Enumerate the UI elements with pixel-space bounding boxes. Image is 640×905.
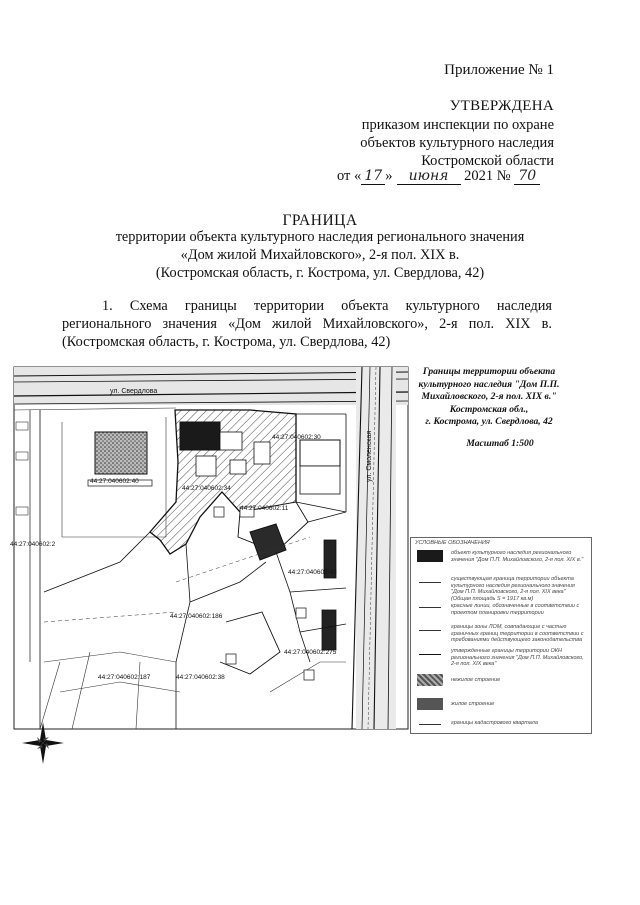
date-month: июня — [397, 168, 461, 185]
legend-box — [410, 537, 592, 734]
parcel-label: 44:27:040602:11 — [240, 505, 289, 512]
parcel-label: 44:27:040602:186 — [170, 613, 223, 620]
legend-line-zone — [419, 630, 441, 631]
legend-line-existing — [419, 582, 441, 583]
approved-label: УТВЕРЖДЕНА — [449, 98, 554, 114]
map-scale: Масштаб 1:500 — [466, 438, 534, 449]
legend-title-line: Костромская обл., — [449, 403, 529, 415]
legend-title — [414, 366, 564, 429]
legend-line-approved — [419, 654, 441, 655]
legend-text: утвержденные границы территории ОКН регионального значения "Дом П.П. Михайловского, 2-я пол. XIX века" — [451, 648, 584, 667]
document-title: ГРАНИЦА — [282, 212, 358, 229]
legend-text: красные линии, обозначенные в соответствии с проектом планировки территории — [451, 603, 580, 616]
order-line-1: приказом инспекции по охране — [361, 117, 554, 133]
legend-title-line: культурного наследия "Дом П.П. — [418, 378, 560, 390]
parcel-label: 44:27:040602:40 — [90, 478, 139, 485]
parcel-label: 44:27:040602:43 — [288, 569, 337, 576]
legend-title-line: г. Кострома, ул. Свердлова, 42 — [425, 416, 553, 427]
legend-text: объект культурного наследия регионального значения "Дом П.П. Михайловского, 2-я пол. XIX в." — [451, 550, 584, 563]
order-line-2: объектов культурного наследия — [360, 135, 554, 151]
order-date — [337, 168, 540, 185]
date-mid: » — [385, 168, 393, 184]
section-line-1-text: 1. Схема границы территории объекта культурного наследия — [102, 298, 552, 314]
parcel-label: 44:27:040602:275 — [284, 649, 337, 656]
parcel-label: 44:27:040602:34 — [182, 485, 231, 492]
legend-line-cadastral — [419, 724, 441, 725]
legend-heading: УСЛОВНЫЕ ОБОЗНАЧЕНИЯ — [415, 540, 490, 546]
parcel-label: 44:27:040602:2 — [10, 541, 56, 548]
legend-title-line: Михайловского, 2-я пол. XIX в." — [421, 391, 557, 402]
legend-text: нежилое строение — [451, 677, 501, 683]
legend-text: существующая граница территории объекта культурного наследия регионального значения "Дом П.П. Михайловского, 2-я пол. XIX века" (Общая площадь S = 1917 кв.м) — [451, 576, 575, 602]
appendix-number: Приложение № 1 — [444, 62, 554, 78]
section-line-1 — [62, 298, 552, 315]
street-label-sverdlova: ул. Свердлова — [110, 388, 158, 395]
legend-title-line: Границы территории объекта — [422, 366, 556, 377]
section-line-3: (Костромская область, г. Кострома, ул. Свердлова, 42) — [62, 334, 391, 350]
parcel-label: 44:27:040602:38 — [176, 674, 225, 681]
parcel-label: 44:27:040602:30 — [272, 434, 321, 441]
section-line-2: регионального значения «Дом жилой Михайловского», 2-я пол. XIX в. — [62, 316, 552, 332]
boundary-map — [0, 362, 640, 782]
title-line-2: «Дом жилой Михайловского», 2-я пол. XIX в. — [180, 247, 460, 263]
order-line-3: Костромской области — [421, 153, 554, 169]
compass-icon — [20, 720, 66, 766]
date-number: 70 — [514, 168, 540, 185]
legend-text: границы кадастрового квартала — [451, 720, 538, 726]
title-line-3: (Костромская область, г. Кострома, ул. Свердлова, 42) — [155, 265, 485, 281]
legend-swatch-nonresidential — [417, 674, 443, 686]
date-prefix: от « — [337, 168, 362, 184]
legend-swatch-okn — [417, 550, 443, 562]
legend-line-red — [419, 607, 441, 608]
title-line-1: территории объекта культурного наследия регионального значения — [115, 229, 525, 245]
street-label-smolenskaya: ул. Смоленская — [366, 430, 373, 482]
legend-text: жилое строение — [451, 701, 495, 707]
legend-swatch-residential — [417, 698, 443, 710]
parcel-label: 44:27:040602:187 — [98, 674, 151, 681]
legend-text: границы зоны ЛОМ, совпадающие с частью граничных границ территории в соответствии с требованиями действующего законодательства — [451, 624, 584, 643]
date-day: 17 — [361, 168, 385, 185]
date-year: 2021 № — [464, 168, 511, 184]
